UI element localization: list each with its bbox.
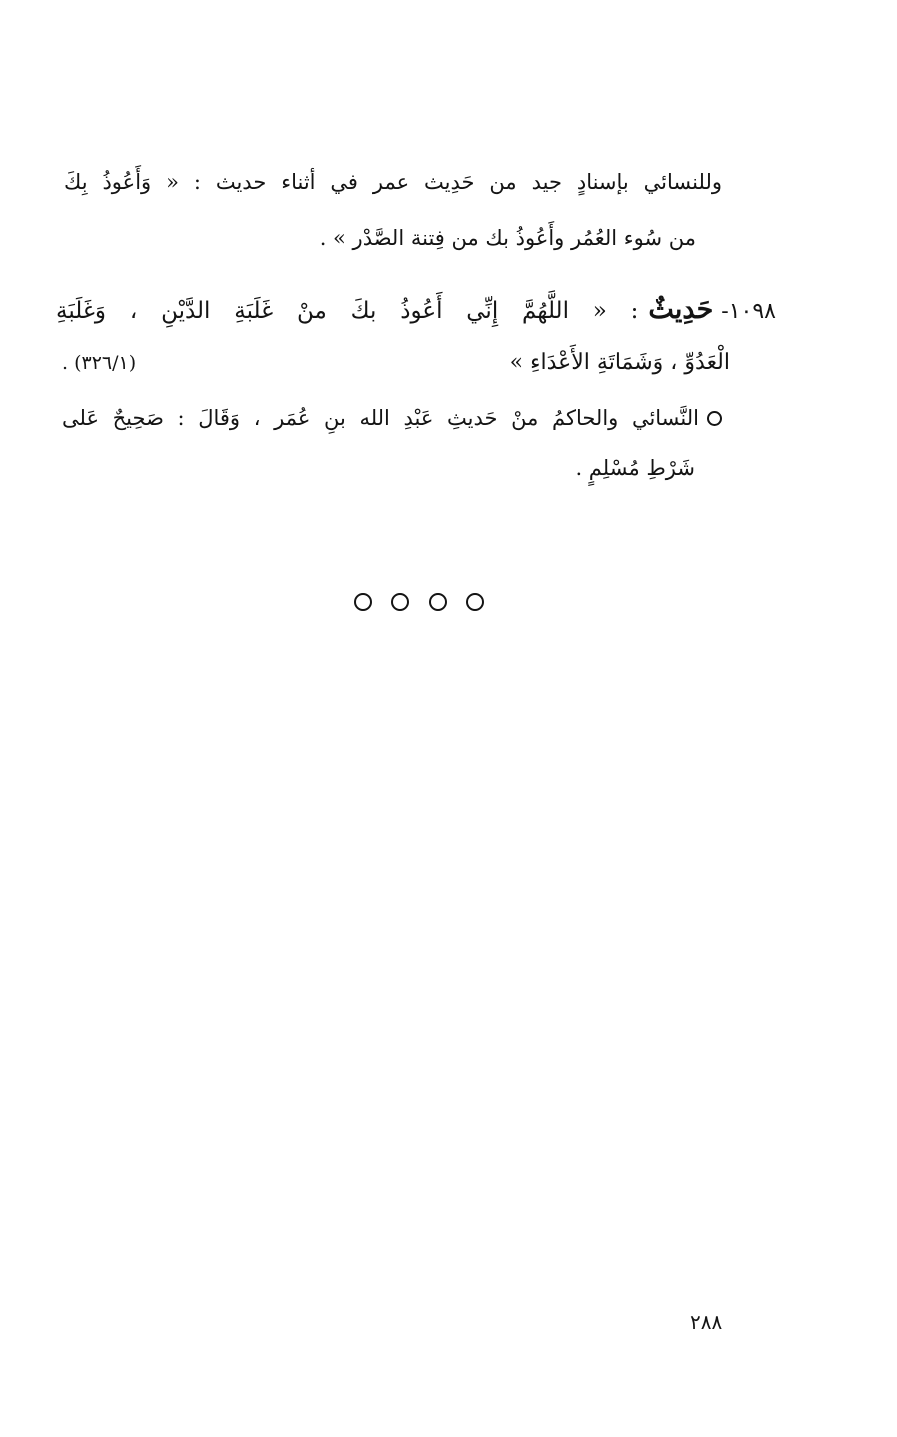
hadith-number: ١٠٩٨-: [721, 299, 776, 324]
previous-entry-line-2: من سُوء العُمُر وأَعُوذُ بك من فِتنة الصَّدْر » .: [319, 226, 696, 250]
hadith-source-line-1: النَّسائي والحاكمُ منْ حَديثِ عَبْدِ الله بنِ عُمَر ، وَقَالَ : صَحِيحٌ عَلى: [62, 406, 699, 430]
previous-entry-line-1: وللنسائي بإسنادٍ جيد من حَدِيث عمر في أثناء حديث : « وَأَعُوذُ بِكَ: [64, 170, 722, 194]
hadith-text-line-2: الْعَدُوِّ ، وَشَمَاتَةِ الأَعْدَاءِ »: [509, 350, 730, 375]
separator-circle: [429, 593, 447, 611]
circle-bullet-icon: [707, 411, 722, 426]
hadith-entry-first-line: [56, 296, 776, 323]
page-number: ٢٨٨: [690, 1310, 723, 1334]
hadith-source-line-2: شَرْطِ مُسْلِمٍ .: [575, 456, 695, 480]
hadith-text-line-1: : « اللَّهُمَّ إِنِّي أَعُوذُ بكَ منْ غَلَبَةِ الدَّيْنِ ، وَغَلَبَةِ: [56, 298, 639, 324]
hadith-source-first-line: [62, 408, 722, 429]
hadith-reference: (٣٢٦/١) .: [62, 352, 137, 374]
separator-circle: [466, 593, 484, 611]
four-circles-separator-icon: [354, 592, 484, 612]
separator-circle: [354, 593, 372, 611]
separator-circle: [391, 593, 409, 611]
hadith-keyword: حَدِيثٌ: [648, 294, 714, 325]
